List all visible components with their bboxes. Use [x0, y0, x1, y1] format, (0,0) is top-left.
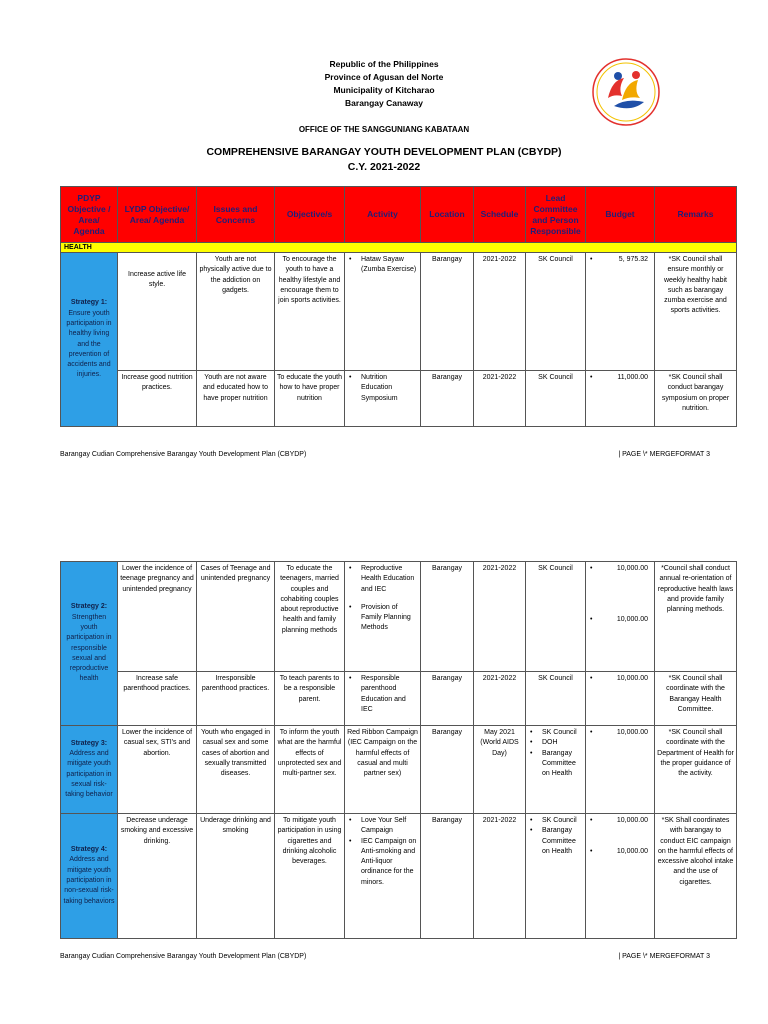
s1r2-activity-cell	[345, 371, 421, 427]
plan-title-block	[0, 145, 768, 175]
s3-lydp: Lower the incidence of casual sex, STI's and abortion.	[118, 726, 197, 814]
s1r2-schedule: 2021-2022	[474, 371, 526, 427]
section-row	[61, 243, 737, 253]
s3-budget: • 10,000.00	[588, 728, 648, 738]
s1r2-location: Barangay	[421, 371, 474, 427]
table-header-row	[61, 187, 737, 243]
s3-budget-cell	[586, 726, 655, 814]
s1r1-remarks: *SK Council shall ensure monthly or weekly healthy habit such as barangay zumba exercise and sports activities.	[655, 253, 737, 371]
s3-lead-3: • Barangay Committee on Health	[530, 749, 583, 780]
s4-objective: To mitigate youth participation in using cigarettes and drinking alcoholic beverages.	[275, 814, 345, 939]
s4-budget-2: • 10,000.00	[588, 847, 648, 857]
col-activity: Activity	[345, 187, 421, 243]
s1r2-lead: SK Council	[526, 371, 586, 427]
s1r1-schedule: 2021-2022	[474, 253, 526, 371]
cbydp-table-page-1	[60, 186, 737, 427]
col-remarks: Remarks	[655, 187, 737, 243]
s2r2-activity-cell	[345, 672, 421, 726]
strategy-3-cell	[61, 726, 118, 814]
s2r1-objective: To educate the teenagers, married couples and cohabiting couples about reproductive health and family planning methods	[275, 562, 345, 672]
s1r1-lead: SK Council	[526, 253, 586, 371]
page-footer-1	[60, 451, 710, 458]
s2r2-schedule: 2021-2022	[474, 672, 526, 726]
s3-remarks: *SK Council shall coordinate with the Department of Health for the proper guidance of the activity.	[655, 726, 737, 814]
office-title: OFFICE OF THE SANGGUNIANG KABATAAN	[298, 125, 470, 134]
col-issues: Issues and Concerns	[197, 187, 275, 243]
s1r1-location: Barangay	[421, 253, 474, 371]
s2r1-lydp: Lower the incidence of teenage pregnancy and unintended pregnancy	[118, 562, 197, 672]
s2r1-budget-2: • 10,000.00	[588, 615, 648, 625]
s4-activity-2: • IEC Campaign on Anti-smoking and Anti-liquor ordinance for the minors.	[349, 837, 418, 888]
col-location: Location	[421, 187, 474, 243]
s4-activity-1: • Love Your Self Campaign	[349, 816, 418, 837]
plan-title: COMPREHENSIVE BARANGAY YOUTH DEVELOPMENT PLAN (CBYDP)	[206, 146, 562, 158]
table-row	[61, 371, 737, 427]
col-lydp: LYDP Objective/ Area/ Agenda	[118, 187, 197, 243]
s2r2-activity: • Responsible parenthood Education and IEC	[349, 674, 418, 715]
table-row	[61, 672, 737, 726]
s2r1-activity-1: • Reproductive Health Education and IEC	[349, 564, 418, 595]
s4-location: Barangay	[421, 814, 474, 939]
s3-objective: To inform the youth what are the harmful effects of unprotected sex and multi-partner sex.	[275, 726, 345, 814]
s2r2-remarks: *SK Council shall coordinate with the Barangay Health Committee.	[655, 672, 737, 726]
footer-page-field: | PAGE \* MERGEFORMAT 3	[618, 451, 710, 458]
s1r1-issue: Youth are not physically active due to the addiction on gadgets.	[197, 253, 275, 371]
s1r1-activity-cell	[345, 253, 421, 371]
header-line-barangay: Barangay Canaway	[345, 98, 423, 108]
s2r1-budget-1: • 10,000.00	[588, 564, 648, 574]
table-row	[61, 814, 737, 939]
s3-activity: Red Ribbon Campaign (IEC Campaign on the harmful effects of casual and multi partner sex)	[345, 726, 421, 814]
table-row	[61, 726, 737, 814]
s1r2-budget-cell	[586, 371, 655, 427]
s1r2-objective: To educate the youth how to have proper nutrition	[275, 371, 345, 427]
col-objectives: Objective/s	[275, 187, 345, 243]
s2r2-location: Barangay	[421, 672, 474, 726]
header-line-municipality: Municipality of Kitcharao	[333, 85, 435, 95]
s1r2-activity: • Nutrition Education Symposium	[349, 373, 418, 404]
s4-issue: Underage drinking and smoking	[197, 814, 275, 939]
section-health: HEALTH	[61, 243, 737, 253]
s2r1-lead: SK Council	[526, 562, 586, 672]
header-line-country: Republic of the Philippines	[329, 59, 439, 69]
footer-left: Barangay Cudian Comprehensive Barangay Youth Development Plan (CBYDP)	[60, 953, 307, 960]
s2r1-remarks: *Council shall conduct annual re-orientation of reproductive health laws and provide family planning methods.	[655, 562, 737, 672]
s3-lead-2: • DOH	[530, 738, 583, 748]
s4-budget-cell	[586, 814, 655, 939]
col-schedule: Schedule	[474, 187, 526, 243]
s4-activity-cell	[345, 814, 421, 939]
s1r2-budget: • 11,000.00	[588, 373, 648, 383]
col-lead: Lead Committee and Person Responsible	[526, 187, 586, 243]
strategy-3-label: Strategy 3:	[70, 739, 108, 747]
s1r2-issue: Youth are not aware and educated how to have proper nutrition	[197, 371, 275, 427]
s2r2-objective: To teach parents to be a responsible parent.	[275, 672, 345, 726]
col-budget: Budget	[586, 187, 655, 243]
cbydp-table-page-2	[60, 561, 737, 939]
s2r2-issue: Irresponsible parenthood practices.	[197, 672, 275, 726]
s3-issue: Youth who engaged in casual sex and some cases of abortion and sexually transmitted diseases.	[197, 726, 275, 814]
s1r1-budget-cell	[586, 253, 655, 371]
s1r1-lydp: Increase active life style.	[118, 253, 197, 371]
s1r1-activity: • Hataw Sayaw (Zumba Exercise)	[349, 255, 418, 276]
s2r1-issue: Cases of Teenage and unintended pregnancy	[197, 562, 275, 672]
s3-location: Barangay	[421, 726, 474, 814]
s2r2-budget: • 10,000.00	[588, 674, 648, 684]
strategy-1-label: Strategy 1:	[70, 299, 108, 307]
s1r2-lydp: Increase good nutrition practices.	[118, 371, 197, 427]
s3-lead-1: • SK Council	[530, 728, 583, 738]
s1r1-budget: • 5, 975.32	[588, 255, 648, 265]
strategy-3-text: Address and mitigate youth participation in sexual risk-taking behavior	[65, 749, 113, 799]
footer-left: Barangay Cudian Comprehensive Barangay Youth Development Plan (CBYDP)	[60, 451, 307, 458]
col-pdyp: PDYP Objective / Area/ Agenda	[61, 187, 118, 243]
footer-page-field: | PAGE \* MERGEFORMAT 3	[618, 953, 710, 960]
s1r2-remarks: *SK Council shall conduct barangay symposium on proper nutrition.	[655, 371, 737, 427]
s1r1-objective: To encourage the youth to have a healthy lifestyle and encourage them to join sports activities.	[275, 253, 345, 371]
s3-schedule: May 2021 (World AIDS Day)	[474, 726, 526, 814]
strategy-4-cell	[61, 814, 118, 939]
strategy-2-cell	[61, 562, 118, 726]
s4-schedule: 2021-2022	[474, 814, 526, 939]
s2r1-activity-2: • Provision of Family Planning Methods	[349, 603, 418, 634]
s3-lead-cell	[526, 726, 586, 814]
strategy-4-text: Address and mitigate youth participation in non-sexual risk-taking behaviors	[63, 856, 115, 905]
s2r1-activity-cell	[345, 562, 421, 672]
s2r1-schedule: 2021-2022	[474, 562, 526, 672]
page-footer-2	[60, 953, 710, 960]
header-line-province: Province of Agusan del Norte	[324, 72, 444, 82]
strategy-2-text: Strengthen youth participation in responsible sexual and reproductive health	[66, 613, 112, 683]
s4-lead-2: • Barangay Committee on Health	[530, 826, 583, 857]
s2r1-location: Barangay	[421, 562, 474, 672]
s4-lead-cell	[526, 814, 586, 939]
table-row	[61, 562, 737, 672]
table-row	[61, 253, 737, 371]
plan-year: C.Y. 2021-2022	[347, 161, 421, 173]
strategy-1-cell	[61, 253, 118, 427]
strategy-4-label: Strategy 4:	[70, 846, 108, 854]
s2r2-budget-cell	[586, 672, 655, 726]
s4-remarks: *SK Shall coordinates with barangay to conduct EIC campaign on the harmful effects of excessive alcohol intake and the use of cigarettes.	[655, 814, 737, 939]
s4-lydp: Decrease underage smoking and excessive drinking.	[118, 814, 197, 939]
sk-logo	[592, 58, 660, 126]
s2r1-budget-cell	[586, 562, 655, 672]
strategy-2-label: Strategy 2:	[70, 603, 108, 611]
s2r2-lydp: Increase safe parenthood practices.	[118, 672, 197, 726]
s4-budget-1: • 10,000.00	[588, 816, 648, 826]
s4-lead-1: • SK Council	[530, 816, 583, 826]
strategy-1-text: Ensure youth participation in healthy living and the prevention of accidents and injuries.	[66, 309, 112, 379]
s2r2-lead: SK Council	[526, 672, 586, 726]
